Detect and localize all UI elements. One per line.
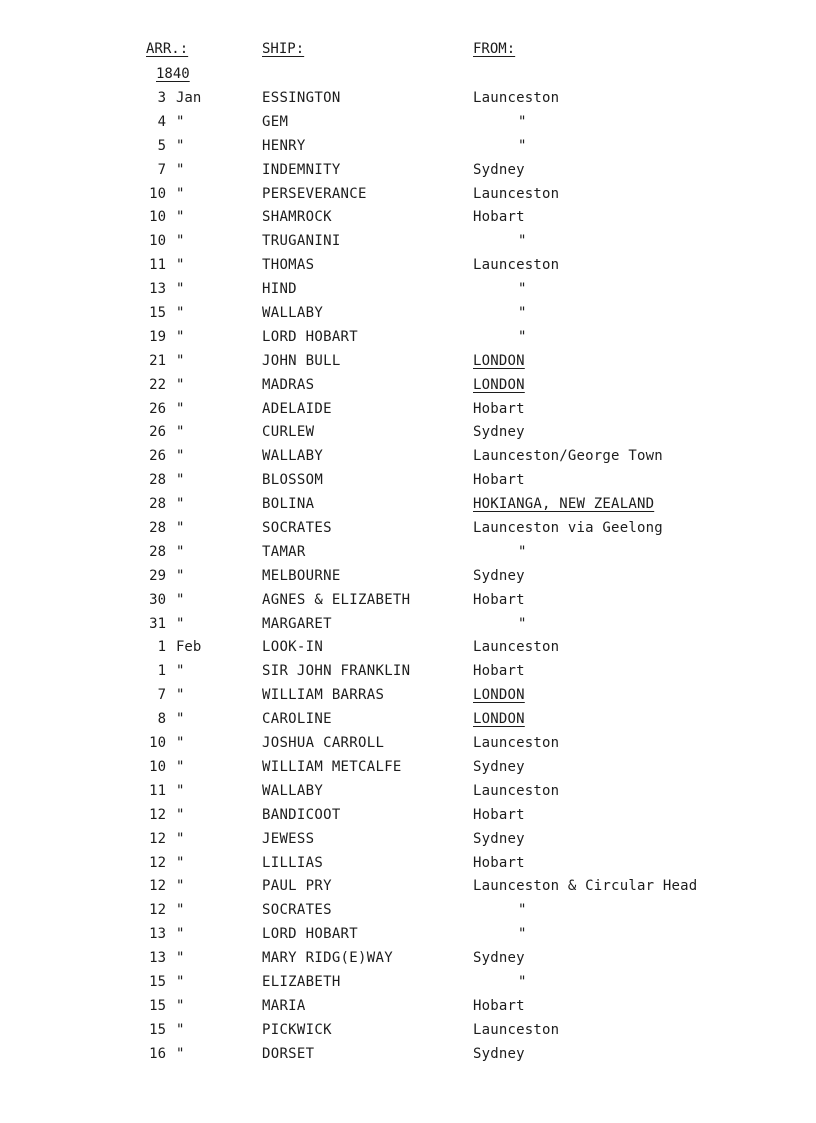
arrival-day: 11 bbox=[149, 257, 166, 274]
ship-name: PICKWICK bbox=[262, 1021, 332, 1038]
arrival-row bbox=[0, 376, 816, 400]
origin-port: Launceston bbox=[473, 1021, 560, 1038]
arrival-row bbox=[0, 591, 816, 615]
ship-name: GEM bbox=[262, 113, 289, 130]
arrival-row bbox=[0, 208, 816, 232]
ship-name: AGNES & ELIZABETH bbox=[262, 591, 411, 608]
arrival-day: 4 bbox=[157, 113, 166, 130]
ship-name: LORD HOBART bbox=[262, 328, 359, 345]
origin-port: Sydney bbox=[473, 161, 525, 178]
arrival-row bbox=[0, 232, 816, 256]
arrival-day: 5 bbox=[157, 137, 166, 154]
origin-port: Launceston & Circular Head bbox=[473, 878, 698, 895]
origin-port: " bbox=[518, 973, 527, 990]
arrival-row bbox=[0, 710, 816, 734]
origin-port: Launceston bbox=[473, 257, 560, 274]
arrival-row bbox=[0, 423, 816, 447]
arrival-month: " bbox=[176, 352, 185, 369]
arrival-month: " bbox=[176, 782, 185, 799]
origin-port: Hobart bbox=[473, 854, 525, 871]
origin-port: " bbox=[518, 926, 527, 943]
origin-port: LONDON bbox=[473, 352, 525, 369]
arrival-row bbox=[0, 328, 816, 352]
origin-port: Launceston via Geelong bbox=[473, 520, 663, 537]
ship-name: LORD HOBART bbox=[262, 926, 359, 943]
ship-name: TAMAR bbox=[262, 543, 306, 560]
origin-port: Hobart bbox=[473, 472, 525, 489]
arrival-month: " bbox=[176, 400, 185, 417]
ship-name: MARY RIDG(E)WAY bbox=[262, 950, 393, 967]
ship-name: ADELAIDE bbox=[262, 400, 332, 417]
origin-port: Sydney bbox=[473, 1045, 525, 1062]
arrival-month: " bbox=[176, 830, 185, 847]
origin-port: Hobart bbox=[473, 591, 525, 608]
ship-name: JOSHUA CARROLL bbox=[262, 735, 385, 752]
arrival-day: 1 bbox=[157, 663, 166, 680]
arrival-row bbox=[0, 1045, 816, 1069]
ship-name: BOLINA bbox=[262, 496, 315, 513]
ship-column-header: SHIP: bbox=[262, 41, 305, 57]
arrival-row bbox=[0, 567, 816, 591]
ship-name: PERSEVERANCE bbox=[262, 185, 367, 202]
arrival-day: 13 bbox=[149, 950, 166, 967]
arrival-row bbox=[0, 997, 816, 1021]
origin-port: " bbox=[518, 902, 527, 919]
origin-port: Sydney bbox=[473, 424, 525, 441]
arrival-month: " bbox=[176, 520, 185, 537]
arrival-month: " bbox=[176, 1021, 185, 1038]
arrival-month: " bbox=[176, 687, 185, 704]
ship-name: WILLIAM BARRAS bbox=[262, 687, 385, 704]
arrival-day: 28 bbox=[149, 543, 166, 560]
arrival-month: " bbox=[176, 806, 185, 823]
ship-name: BANDICOOT bbox=[262, 806, 341, 823]
origin-port: Hobart bbox=[473, 997, 525, 1014]
ship-name: SHAMROCK bbox=[262, 209, 332, 226]
arrival-month: " bbox=[176, 161, 185, 178]
arrival-day: 28 bbox=[149, 496, 166, 513]
origin-port: HOKIANGA, NEW ZEALAND bbox=[473, 496, 655, 513]
arrival-day: 12 bbox=[149, 830, 166, 847]
ship-name: WILLIAM METCALFE bbox=[262, 758, 402, 775]
arrival-row bbox=[0, 901, 816, 925]
arrival-month: " bbox=[176, 854, 185, 871]
arrival-day: 26 bbox=[149, 424, 166, 441]
arrival-row bbox=[0, 877, 816, 901]
ship-name: WALLABY bbox=[262, 305, 324, 322]
ship-name: THOMAS bbox=[262, 257, 315, 274]
arrival-month: " bbox=[176, 328, 185, 345]
arrival-month: " bbox=[176, 902, 185, 919]
arrival-day: 15 bbox=[149, 1021, 166, 1038]
arrival-month: " bbox=[176, 209, 185, 226]
ship-name: HENRY bbox=[262, 137, 306, 154]
ship-name: DORSET bbox=[262, 1045, 315, 1062]
origin-port: " bbox=[518, 615, 527, 632]
arrival-row bbox=[0, 782, 816, 806]
arrival-month: Jan bbox=[176, 90, 202, 106]
arrival-month: " bbox=[176, 424, 185, 441]
arrival-day: 10 bbox=[149, 233, 166, 250]
origin-port: Launceston bbox=[473, 639, 560, 656]
arrival-day: 29 bbox=[149, 567, 166, 584]
origin-port: " bbox=[518, 543, 527, 560]
arrival-day: 15 bbox=[149, 997, 166, 1014]
year-heading: 1840 bbox=[156, 66, 190, 82]
arrival-month: " bbox=[176, 615, 185, 632]
arrival-month: " bbox=[176, 735, 185, 752]
origin-port: LONDON bbox=[473, 376, 525, 393]
origin-port: LONDON bbox=[473, 687, 525, 704]
arrival-month: " bbox=[176, 113, 185, 130]
arrival-row bbox=[0, 471, 816, 495]
arrival-row bbox=[0, 686, 816, 710]
arrival-row bbox=[0, 400, 816, 424]
ship-name: CAROLINE bbox=[262, 711, 332, 728]
from-column-header: FROM: bbox=[473, 41, 516, 57]
arrival-row bbox=[0, 519, 816, 543]
arrival-row bbox=[0, 352, 816, 376]
arrival-day: 10 bbox=[149, 735, 166, 752]
arrival-month: " bbox=[176, 543, 185, 560]
origin-port: Hobart bbox=[473, 806, 525, 823]
origin-port: " bbox=[518, 233, 527, 250]
arrival-day: 28 bbox=[149, 472, 166, 489]
origin-port: Sydney bbox=[473, 950, 525, 967]
arrival-row bbox=[0, 949, 816, 973]
arrival-day: 7 bbox=[157, 161, 166, 178]
origin-port: Sydney bbox=[473, 567, 525, 584]
arrival-day: 1 bbox=[157, 639, 166, 656]
arrival-month: " bbox=[176, 472, 185, 489]
arrival-month: " bbox=[176, 973, 185, 990]
arrival-row bbox=[0, 89, 816, 113]
origin-port: Hobart bbox=[473, 663, 525, 680]
ship-name: INDEMNITY bbox=[262, 161, 341, 178]
arrival-row bbox=[0, 758, 816, 782]
arrival-row bbox=[0, 495, 816, 519]
origin-port: Hobart bbox=[473, 400, 525, 417]
origin-port: " bbox=[518, 305, 527, 322]
origin-port: " bbox=[518, 328, 527, 345]
ship-name: MARIA bbox=[262, 997, 306, 1014]
arrival-day: 12 bbox=[149, 902, 166, 919]
arrival-row bbox=[0, 615, 816, 639]
arrival-day: 19 bbox=[149, 328, 166, 345]
arrival-month: " bbox=[176, 997, 185, 1014]
ship-name: LILLIAS bbox=[262, 854, 324, 871]
arrival-month: " bbox=[176, 950, 185, 967]
arrival-row bbox=[0, 161, 816, 185]
ship-name: HIND bbox=[262, 281, 297, 298]
arrival-month: " bbox=[176, 711, 185, 728]
ship-name: WALLABY bbox=[262, 448, 324, 465]
arrival-month: " bbox=[176, 281, 185, 298]
ship-name: JOHN BULL bbox=[262, 352, 341, 369]
ship-name: BLOSSOM bbox=[262, 472, 324, 489]
arrival-day: 26 bbox=[149, 448, 166, 465]
arrival-row bbox=[0, 830, 816, 854]
ship-name: TRUGANINI bbox=[262, 233, 341, 250]
origin-port: " bbox=[518, 113, 527, 130]
ship-name: ESSINGTON bbox=[262, 90, 341, 106]
arrival-month: " bbox=[176, 758, 185, 775]
origin-port: Hobart bbox=[473, 209, 525, 226]
arrival-row bbox=[0, 113, 816, 137]
origin-port: Sydney bbox=[473, 830, 525, 847]
arrival-month: " bbox=[176, 663, 185, 680]
arrival-row bbox=[0, 185, 816, 209]
arrival-day: 10 bbox=[149, 758, 166, 775]
origin-port: LONDON bbox=[473, 711, 525, 728]
arrival-row bbox=[0, 1021, 816, 1045]
arrival-month: " bbox=[176, 1045, 185, 1062]
ship-name: SOCRATES bbox=[262, 520, 332, 537]
arrival-row bbox=[0, 256, 816, 280]
arrival-day: 16 bbox=[149, 1045, 166, 1062]
ship-name: SIR JOHN FRANKLIN bbox=[262, 663, 411, 680]
origin-port: Launceston bbox=[473, 185, 560, 202]
origin-port: " bbox=[518, 281, 527, 298]
ship-name: PAUL PRY bbox=[262, 878, 332, 895]
ship-name: LOOK-IN bbox=[262, 639, 324, 656]
arrival-month: " bbox=[176, 591, 185, 608]
ship-name: ELIZABETH bbox=[262, 973, 341, 990]
origin-port: Launceston bbox=[473, 782, 560, 799]
arrival-day: 10 bbox=[149, 185, 166, 202]
arrival-row bbox=[0, 925, 816, 949]
ship-name: MELBOURNE bbox=[262, 567, 341, 584]
arrival-day: 12 bbox=[149, 806, 166, 823]
arrival-day: 11 bbox=[149, 782, 166, 799]
arrival-month: " bbox=[176, 137, 185, 154]
ship-name: CURLEW bbox=[262, 424, 315, 441]
arrival-day: 12 bbox=[149, 878, 166, 895]
arrival-day: 22 bbox=[149, 376, 166, 393]
arrival-day: 31 bbox=[149, 615, 166, 632]
arrival-row bbox=[0, 973, 816, 997]
arrival-month: Feb bbox=[176, 639, 202, 656]
arrival-day: 21 bbox=[149, 352, 166, 369]
arrival-row bbox=[0, 638, 816, 662]
arrivals-list bbox=[0, 89, 816, 1069]
arrival-month: " bbox=[176, 257, 185, 274]
origin-port: Launceston bbox=[473, 735, 560, 752]
arrival-day: 15 bbox=[149, 973, 166, 990]
arrival-month: " bbox=[176, 376, 185, 393]
arrival-month: " bbox=[176, 185, 185, 202]
ship-name: WALLABY bbox=[262, 782, 324, 799]
arrival-row bbox=[0, 662, 816, 686]
arrival-month: " bbox=[176, 878, 185, 895]
arrival-day: 12 bbox=[149, 854, 166, 871]
arrival-day: 8 bbox=[157, 711, 166, 728]
arrival-day: 15 bbox=[149, 305, 166, 322]
ship-name: MARGARET bbox=[262, 615, 332, 632]
arrival-month: " bbox=[176, 496, 185, 513]
origin-port: Launceston/George Town bbox=[473, 448, 663, 465]
arrival-row bbox=[0, 280, 816, 304]
arrival-row bbox=[0, 137, 816, 161]
arrival-day: 7 bbox=[157, 687, 166, 704]
arrival-day: 30 bbox=[149, 591, 166, 608]
arrival-row bbox=[0, 304, 816, 328]
arrival-row bbox=[0, 447, 816, 471]
ship-name: JEWESS bbox=[262, 830, 315, 847]
arrival-day: 28 bbox=[149, 520, 166, 537]
arrival-column-header: ARR.: bbox=[146, 41, 189, 57]
arrival-month: " bbox=[176, 233, 185, 250]
arrival-month: " bbox=[176, 305, 185, 322]
arrival-day: 13 bbox=[149, 281, 166, 298]
arrival-row bbox=[0, 854, 816, 878]
arrival-row bbox=[0, 543, 816, 567]
arrival-day: 10 bbox=[149, 209, 166, 226]
arrival-month: " bbox=[176, 926, 185, 943]
ship-name: MADRAS bbox=[262, 376, 315, 393]
ship-name: SOCRATES bbox=[262, 902, 332, 919]
arrival-day: 26 bbox=[149, 400, 166, 417]
arrival-row bbox=[0, 734, 816, 758]
arrival-row bbox=[0, 806, 816, 830]
arrival-month: " bbox=[176, 448, 185, 465]
origin-port: Sydney bbox=[473, 758, 525, 775]
origin-port: Launceston bbox=[473, 90, 560, 106]
origin-port: " bbox=[518, 137, 527, 154]
arrival-day: 3 bbox=[157, 90, 166, 106]
arrival-month: " bbox=[176, 567, 185, 584]
arrival-day: 13 bbox=[149, 926, 166, 943]
